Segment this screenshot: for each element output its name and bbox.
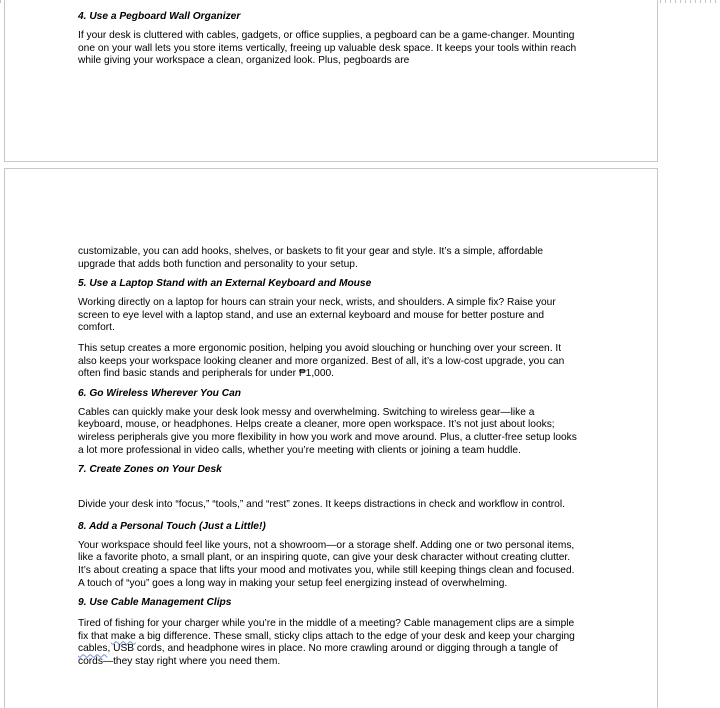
spellcheck-word[interactable]: make bbox=[110, 630, 136, 642]
heading-wireless: 6. Go Wireless Wherever You Can bbox=[78, 387, 241, 399]
paragraph-pegboard-continued[interactable]: customizable, you can add hooks, shelves, or baskets to fit your gear and style. It’s a simple, affordable upgrade that adds both function and personality to your setup. bbox=[78, 246, 544, 270]
page-2-content bbox=[78, 246, 578, 668]
heading-pegboard: 4. Use a Pegboard Wall Organizer bbox=[78, 11, 241, 22]
heading-personal-touch: 8. Add a Personal Touch (Just a Little!) bbox=[78, 520, 266, 532]
page-1-content bbox=[78, 10, 578, 68]
paragraph-cable-clips[interactable] bbox=[78, 618, 578, 668]
spellcheck-word-2[interactable]: cables bbox=[78, 643, 108, 655]
heading-cable-clips: 9. Use Cable Management Clips bbox=[78, 597, 232, 609]
heading-zones: 7. Create Zones on Your Desk bbox=[78, 464, 222, 476]
paragraph-laptop-stand-1[interactable]: Working directly on a laptop for hours can strain your neck, wrists, and shoulders. A simple fix? Raise your screen to eye level with a laptop stand, and use an external keyboard and mouse for better posture and comfort. bbox=[78, 297, 556, 334]
paragraph-zones[interactable]: Divide your desk into “focus,” “tools,” and “rest” zones. It keeps distractions in check and workflow in control. bbox=[78, 499, 565, 511]
paragraph-wireless[interactable]: Cables can quickly make your desk look messy and overwhelming. Switching to wireless gear—like a keyboard, mouse, or headphones. Helps create a cleaner, more open workspace. It’s not just about looks; wireless peripherals give you more flexibility in how you work and move around. Plus, a clutter-free setup looks a lot more professional in video calls, whether you’re meeting with clients or joining a team huddle. bbox=[78, 406, 577, 456]
cable-clips-text-a: Tired of fishing for your charger while you’re in the middle of a meeting? Cable management clips are a simple fix that bbox=[78, 618, 575, 642]
paragraph-personal-touch[interactable]: Your workspace should feel like yours, not a showroom—or a storage shelf. Adding one or two personal items, like a favorite photo, a small plant, or an inspiring quote, can give your desk character without creating clutter. It’s about creating a space that lifts your mood and motivates you, while still keeping things clean and focused. A touch of “you” goes a long way in making your setup feel energizing instead of overwhelming. bbox=[78, 539, 575, 589]
cable-clips-text-c: , USB cords, and headphone wires in place. No more crawling around or digging through a tangle of cords—they stay right where you need them. bbox=[78, 643, 558, 667]
cable-clips-text-b: a big difference. These small, sticky clips attach to the edge of your desk and keep your charging bbox=[135, 630, 575, 642]
heading-laptop-stand: 5. Use a Laptop Stand with an External Keyboard and Mouse bbox=[78, 278, 372, 290]
paragraph-pegboard[interactable]: If your desk is cluttered with cables, gadgets, or office supplies, a pegboard can be a game-changer. Mounting one on your wall lets you store items vertically, freeing up valuable desk space. It keeps your tools within reach while giving your workspace a clean, organized look. Plus, pegboards are bbox=[78, 30, 577, 67]
paragraph-laptop-stand-2[interactable]: This setup creates a more ergonomic position, helping you avoid slouching or hunching over your screen. It also keeps your workspace looking cleaner and more organized. Best of all, it’s a low-cost upgrade, you can often find basic stands and peripherals for under ₱1,000. bbox=[78, 342, 565, 380]
